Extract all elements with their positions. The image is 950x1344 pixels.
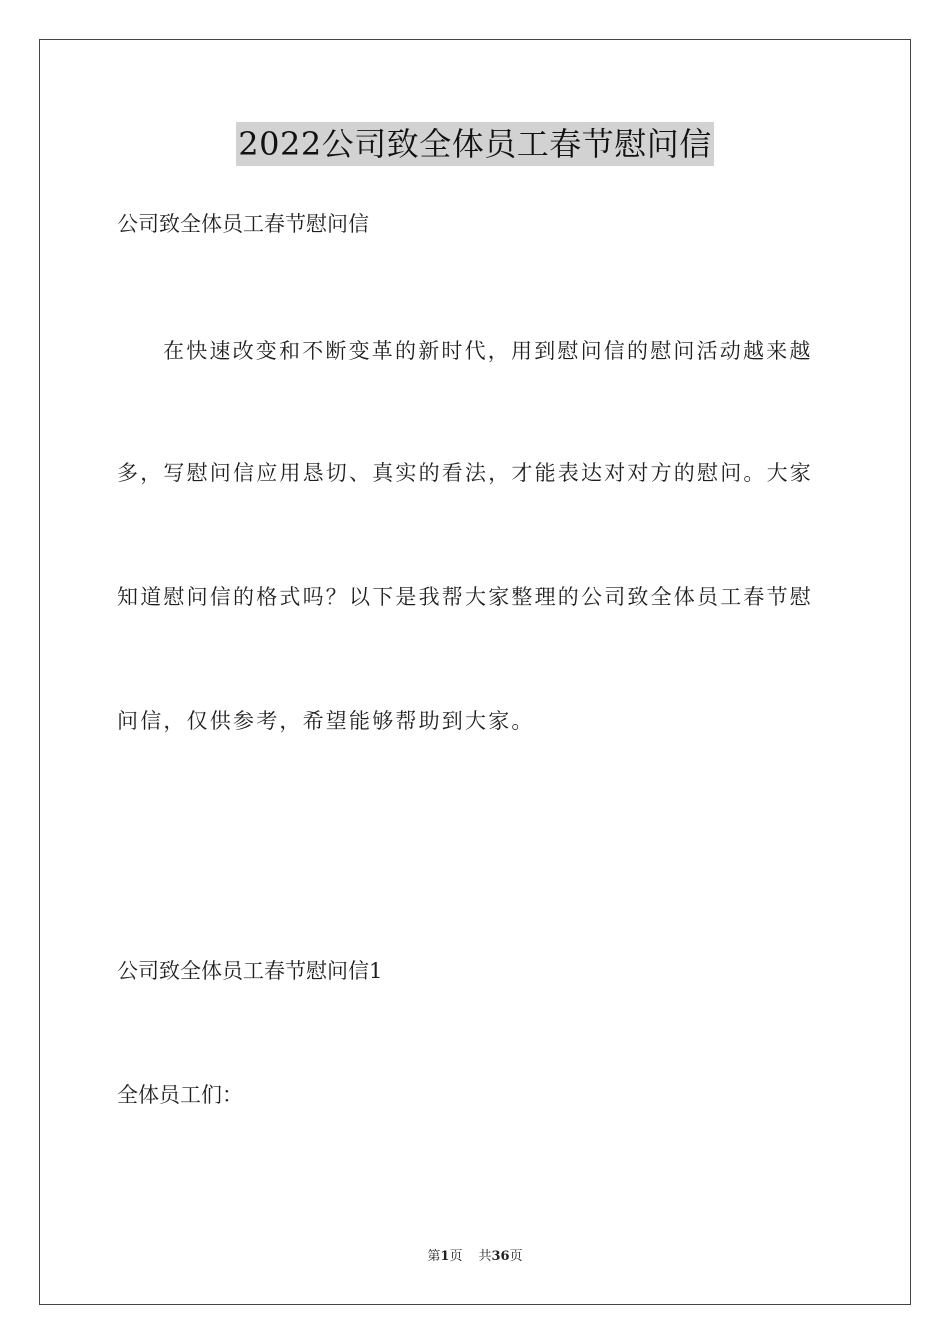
intro-line-1: 在快速改变和不断变革的新时代，用到慰问信的慰问活动越来越 [163,339,813,363]
footer-page-prefix: 第 [427,1249,441,1264]
intro-line-2: 多，写慰问信应用恳切、真实的看法，才能表达对对方的慰问。大家 [117,461,813,485]
footer-page-suffix: 页 [449,1249,463,1264]
footer-total-pages: 36 [491,1249,510,1264]
footer-total-prefix: 共 [478,1249,492,1264]
document-subtitle: 公司致全体员工春节慰问信 [117,212,369,236]
footer-total-suffix: 页 [509,1249,523,1264]
section-heading: 公司致全体员工春节慰问信1 [117,959,383,983]
intro-line-3: 知道慰问信的格式吗？以下是我帮大家整理的公司致全体员工春节慰 [117,585,813,609]
page-footer [0,1248,950,1266]
intro-line-4: 问信，仅供参考，希望能够帮助到大家。 [117,709,535,733]
footer-page-number: 1 [440,1249,450,1264]
salutation: 全体员工们： [117,1083,243,1107]
document-title: 2022公司致全体员工春节慰问信 [236,122,713,166]
title-container [0,122,950,166]
